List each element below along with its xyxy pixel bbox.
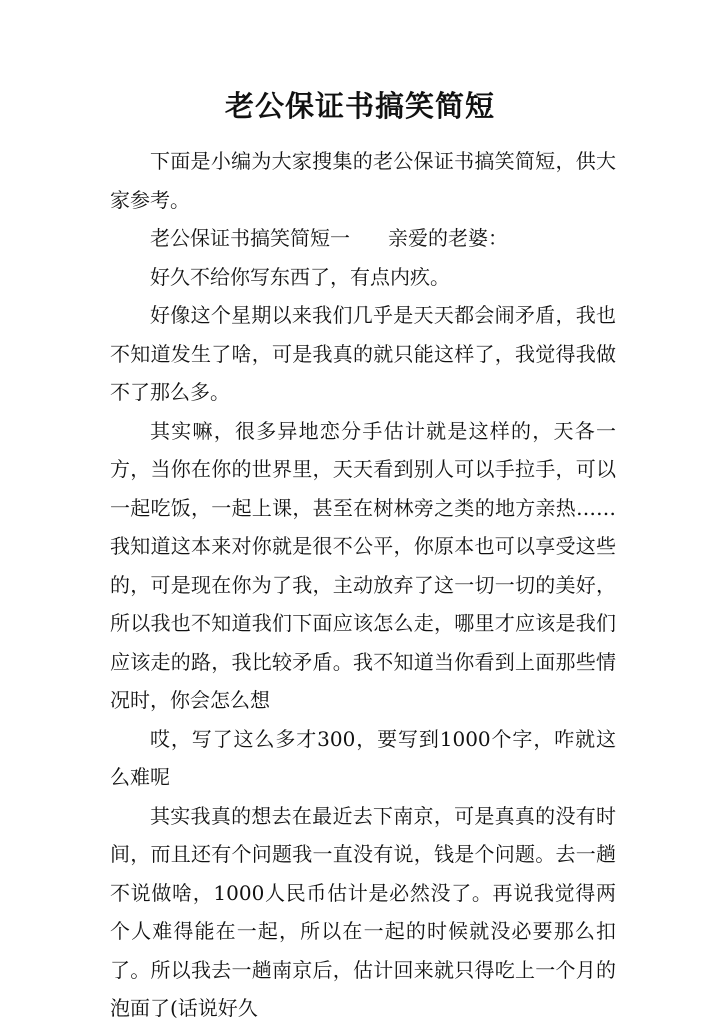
section-heading: 老公保证书搞笑简短一 [150, 226, 350, 250]
paragraph-long-distance: 其实嘛，很多异地恋分手估计就是这样的，天各一方，当你在你的世界里，天天看到别人可以手拉手，可以一起吃饭，一起上课，甚至在树林旁之类的地方亲热……我知道这本来对你就是很不公平，你原本也可以享受这些的，可是现在你为了我，主动放弃了这一切一切的美好，所以我也不知道我们下面应该怎么走，哪里才应该是我们应该走的路，我比较矛盾。我不知道当你看到上面那些情况时，你会怎么想 [110, 418, 616, 712]
intro-paragraph: 下面是小编为大家搜集的老公保证书搞笑简短，供大家参考。 [110, 149, 616, 212]
paragraph-word-count: 哎，写了这么多才300，要写到1000个字，咋就这么难呢 [110, 726, 616, 789]
document-body [110, 142, 616, 1028]
paragraph-conflict: 好像这个星期以来我们几乎是天天都会闹矛盾，我也不知道发生了啥，可是我真的就只能这样了，我觉得我做不了那么多。 [110, 303, 616, 404]
document-title: 老公保证书搞笑简短 [224, 89, 495, 123]
paragraph-apology: 好久不给你写东西了，有点内疚。 [150, 264, 450, 289]
letter-heading-line [110, 219, 616, 258]
paragraph-nanjing-trip: 其实我真的想去在最近去下南京，可是真真的没有时间，而且还有个问题我一直没有说，钱是个问题。去一趟不说做啥，1000人民币估计是必然没了。再说我觉得两个人难得能在一起，所以在一起的时候就没必要那么扣了。所以我去一趟南京后，估计回来就只得吃上一个月的泡面了(话说好久 [110, 803, 616, 1020]
letter-salutation: 亲爱的老婆： [388, 226, 508, 250]
